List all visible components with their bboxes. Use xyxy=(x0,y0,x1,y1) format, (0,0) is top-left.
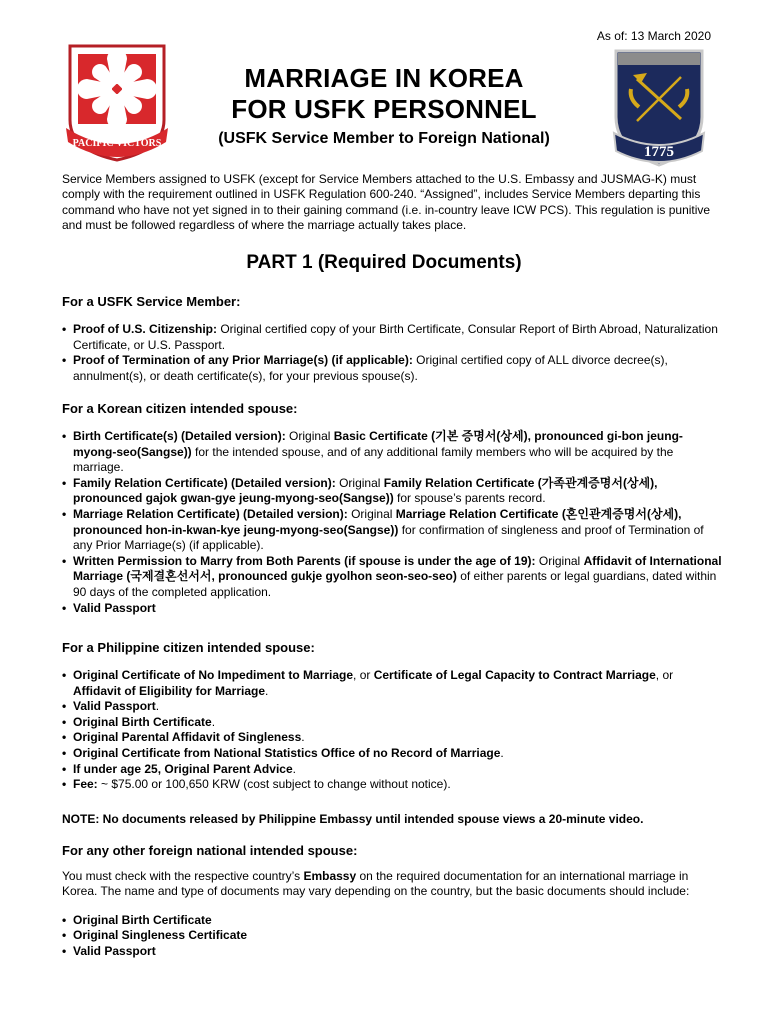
title-line-1: MARRIAGE IN KOREA xyxy=(244,63,524,93)
part-title: PART 1 (Required Documents) xyxy=(246,252,522,273)
svg-text:PACIFIC VICTORS: PACIFIC VICTORS xyxy=(72,138,162,149)
title-line-2: FOR USFK PERSONNEL xyxy=(231,94,537,124)
other-section xyxy=(62,843,722,959)
korean-section xyxy=(62,401,722,616)
list-item: • Original Certificate of No Impediment to Marriage, or Certificate of Legal Capacity to Contract Marriage, or Affidavit of Eligibility for Marriage. xyxy=(62,668,722,699)
usfk-section xyxy=(62,294,722,384)
usfk-heading: For a USFK Service Member: xyxy=(62,294,241,309)
other-paragraph: You must check with the respective country’s Embassy on the required documentation for an international marriage in Korea. The name and type of documents may vary depending on the country, but the basic documents should include: xyxy=(62,869,690,899)
list-item: • Birth Certificate(s) (Detailed version): Original Basic Certificate (기본 증명서(상세), pronounced gi-bon jeung-myong-seo(Sangse)) for the intended spouse, and of any additional family members who will be acquired by the marriage. xyxy=(62,429,722,476)
list-item: • Original Birth Certificate xyxy=(62,913,722,929)
list-item: • Fee: ~ $75.00 or 100,650 KRW (cost subject to change without notice). xyxy=(62,777,722,793)
list-item: • Valid Passport. xyxy=(62,699,722,715)
document-title xyxy=(0,63,768,151)
philippine-heading: For a Philippine citizen intended spouse: xyxy=(62,640,315,655)
philippine-note: NOTE: No documents released by Philippine Embassy until intended spouse views a 20-minute video. xyxy=(62,812,644,826)
list-item: • Proof of U.S. Citizenship: Original certified copy of your Birth Certificate, Consular Report of Birth Abroad, Naturalization Certificate, or U.S. Passport. xyxy=(62,322,722,353)
list-item: • Original Parental Affidavit of Singleness. xyxy=(62,730,722,746)
subtitle: (USFK Service Member to Foreign National) xyxy=(218,130,550,147)
intro-paragraph: Service Members assigned to USFK (except for Service Members attached to the U.S. Embassy and JUSMAG-K) must comply with the requirement outlined in USFK Regulation 600-240. “Assigned”, includes Service Members departing this command who have not yet signed in to their gaining command (i.e. in-country leave ICW PCS). This regulation is punitive and must be followed regardless of where the marriage actually takes place. xyxy=(62,172,711,232)
list-item: • Proof of Termination of any Prior Marriage(s) (if applicable): Original certified copy of ALL divorce decree(s), annulment(s), or death certificate(s), for your previous spouse(s). xyxy=(62,353,722,384)
list-item: • Original Singleness Certificate xyxy=(62,928,722,944)
list-item: • Family Relation Certificate) (Detailed version): Original Family Relation Certificate (가족관계증명서(상세), pronounced gajok gwan-gye jeung-myong-seo(Sangse)) for spouse’s parents record. xyxy=(62,476,722,507)
svg-text:1775: 1775 xyxy=(644,144,674,160)
list-item: • Original Birth Certificate. xyxy=(62,715,722,731)
korean-heading: For a Korean citizen intended spouse: xyxy=(62,401,298,416)
other-heading: For any other foreign national intended spouse: xyxy=(62,843,358,858)
list-item: • Valid Passport xyxy=(62,944,722,960)
list-item: • If under age 25, Original Parent Advice. xyxy=(62,762,722,778)
philippine-section xyxy=(62,640,722,793)
list-item: • Marriage Relation Certificate) (Detailed version): Original Marriage Relation Certificate (혼인관계증명서(상세), pronounced hon-in-kwan-kye jeung-myong-seo(Sangse)) for confirmation of singleness and proof of Termination of any Prior Marriage(s) (if applicable). xyxy=(62,507,722,554)
list-item: • Valid Passport xyxy=(62,601,722,617)
as-of-date: As of: 13 March 2020 xyxy=(596,29,711,43)
list-item: • Original Certificate from National Statistics Office of no Record of Marriage. xyxy=(62,746,722,762)
list-item: • Written Permission to Marry from Both Parents (if spouse is under the age of 19): Original Affidavit of International Marriage (국제결혼선서서, pronounced gukje gyolhon seon-seo-seo) of either parents or legal guardians, dated within 90 days of the completed application. xyxy=(62,554,722,601)
